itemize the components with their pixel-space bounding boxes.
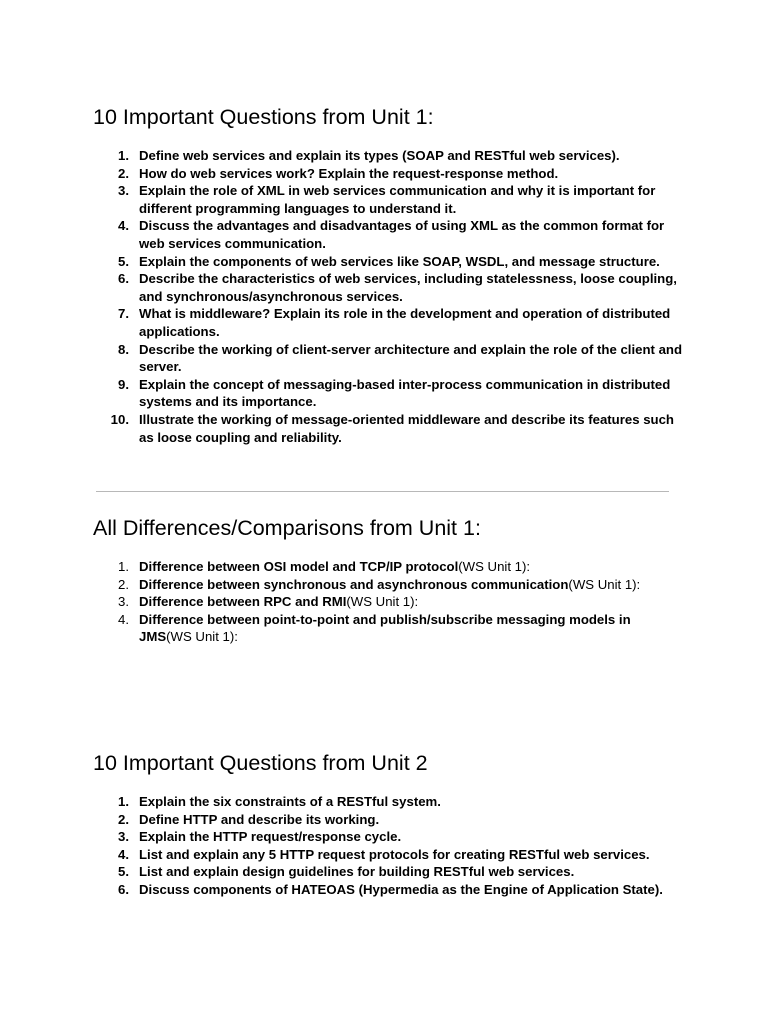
section-title-unit1-questions: 10 Important Questions from Unit 1: — [93, 105, 434, 129]
list-number: 4. — [118, 218, 129, 234]
list-item-bold-text: Difference between RPC and RMI — [139, 594, 347, 610]
list-item-text: Explain the components of web services like SOAP, WSDL, and message structure. — [139, 253, 660, 269]
list-item — [93, 182, 683, 217]
list-item — [93, 147, 683, 165]
unit1-differences-list — [93, 558, 683, 646]
list-item-suffix: (WS Unit 1): — [166, 629, 238, 645]
list-item-text: Explain the six constraints of a RESTful system. — [139, 794, 441, 809]
list-number: 3. — [118, 829, 129, 845]
list-item — [93, 881, 683, 899]
list-item-bold-text: Difference between synchronous and asynchronous communication — [139, 576, 569, 592]
list-item-text: Discuss components of HATEOAS (Hypermedia as the Engine of Application State). — [139, 881, 663, 897]
list-item-bold-text: Difference between OSI model and TCP/IP protocol — [139, 559, 459, 574]
list-item-text: Describe the characteristics of web services, including statelessness, loose coupling, and synchronous/asynchronous services. — [139, 271, 677, 304]
list-item — [93, 253, 683, 271]
list-number: 5. — [118, 253, 129, 269]
list-number: 3. — [118, 183, 129, 199]
list-number: 1. — [118, 794, 129, 809]
list-item — [93, 341, 683, 376]
list-item-suffix: (WS Unit 1): — [458, 559, 531, 574]
list-item — [93, 165, 683, 183]
list-item — [93, 217, 683, 252]
list-item — [93, 411, 683, 446]
list-item — [93, 593, 683, 611]
list-number: 1. — [118, 148, 129, 163]
list-item — [93, 828, 683, 846]
list-item-bold-text: Difference between point-to-point and publish/subscribe messaging models in JMS — [139, 611, 631, 645]
list-number: 8. — [118, 341, 129, 357]
list-item-text: List and explain design guidelines for building RESTful web services. — [139, 864, 575, 880]
list-item-text: Discuss the advantages and disadvantages of using XML as the common format for web services communication. — [139, 218, 665, 251]
list-item — [93, 793, 683, 811]
list-number: 7. — [118, 306, 129, 322]
unit1-questions-list — [93, 147, 683, 446]
list-item-text: Define HTTP and describe its working. — [139, 811, 380, 827]
list-item-text: How do web services work? Explain the request-response method. — [139, 165, 559, 181]
list-item-text: What is middleware? Explain its role in the development and operation of distributed applications. — [139, 306, 671, 339]
list-item-text: Explain the HTTP request/response cycle. — [139, 829, 402, 845]
list-number: 1. — [118, 559, 129, 574]
list-number: 5. — [118, 864, 129, 880]
list-item — [93, 846, 683, 864]
list-item-text: List and explain any 5 HTTP request protocols for creating RESTful web services. — [139, 846, 650, 862]
section-divider — [96, 491, 669, 492]
list-item — [93, 558, 683, 576]
section-title-unit1-differences: All Differences/Comparisons from Unit 1: — [93, 516, 481, 540]
section-title-unit2-questions: 10 Important Questions from Unit 2 — [93, 751, 428, 775]
list-item — [93, 305, 683, 340]
list-item-text: Explain the role of XML in web services communication and why it is important for different programming languages to understand it. — [139, 183, 656, 216]
list-number: 3. — [118, 594, 129, 610]
list-item — [93, 811, 683, 829]
list-item-text: Define web services and explain its types (SOAP and RESTful web services). — [139, 148, 620, 163]
list-number: 2. — [118, 165, 129, 181]
list-item — [93, 270, 683, 305]
unit2-questions-list — [93, 793, 683, 899]
list-number: 4. — [118, 611, 129, 627]
list-item-text: Illustrate the working of message-oriented middleware and describe its features such as loose coupling and reliability. — [139, 411, 674, 445]
list-item — [93, 863, 683, 881]
list-number: 10. — [110, 411, 129, 427]
list-number: 2. — [118, 811, 129, 827]
list-number: 4. — [118, 846, 129, 862]
list-item — [93, 611, 683, 646]
list-item-text: Describe the working of client-server architecture and explain the role of the client and server. — [139, 341, 683, 375]
list-number: 6. — [118, 271, 129, 287]
list-number: 2. — [118, 576, 129, 592]
list-number: 9. — [118, 376, 129, 392]
list-item-suffix: (WS Unit 1): — [568, 576, 641, 592]
list-item-suffix: (WS Unit 1): — [346, 594, 419, 610]
list-item — [93, 376, 683, 411]
list-item-text: Explain the concept of messaging-based inter-process communication in distributed systems and its importance. — [139, 376, 671, 410]
list-number: 6. — [118, 881, 129, 897]
list-item — [93, 576, 683, 594]
